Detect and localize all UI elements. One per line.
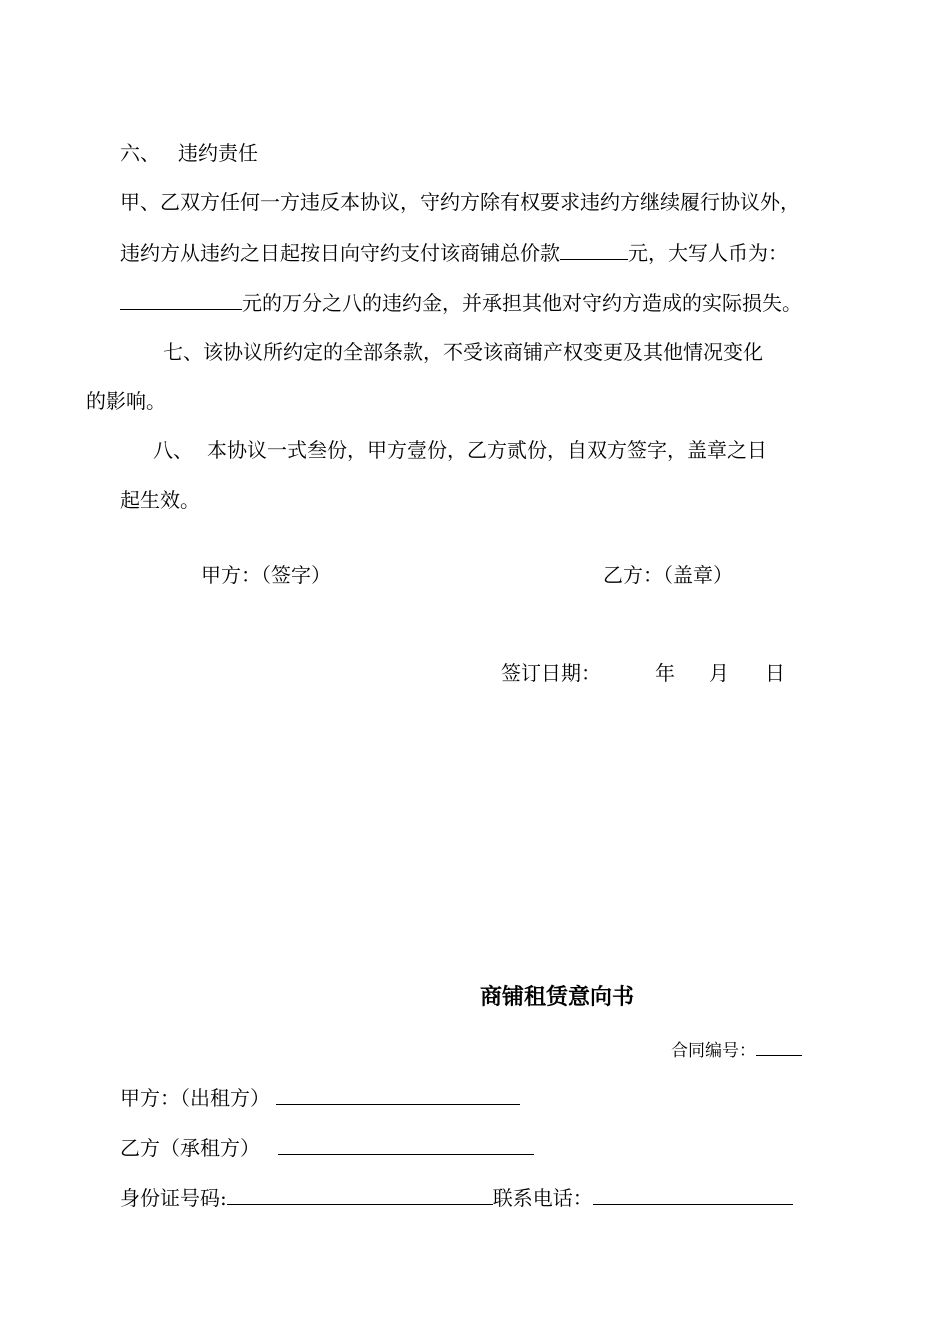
date-year: 年: [655, 661, 675, 685]
id-phone-row: [120, 1184, 793, 1211]
section8-number: 八、: [153, 438, 193, 462]
section6-line3: [120, 289, 802, 316]
id-number-label: 身份证号码:: [120, 1186, 227, 1210]
lessor-row: [120, 1084, 520, 1111]
lessee-label: 乙方（承租方）: [120, 1136, 260, 1160]
section6-line2-text-b: 元，大写人币为：: [628, 241, 788, 265]
section6-line1: 甲、乙双方任何一方违反本协议，守约方除有权要求违约方继续履行协议外，: [120, 190, 800, 214]
section7-line1: 七、该协议所约定的全部条款，不受该商铺产权变更及其他情况变化: [163, 340, 763, 364]
lessee-row: [120, 1134, 534, 1161]
date-month: 月: [709, 661, 729, 685]
phone-label: 联系电话：: [492, 1186, 593, 1210]
amount-in-words-blank[interactable]: [120, 289, 242, 310]
date-day: 日: [765, 661, 785, 685]
contract-number: [671, 1038, 802, 1064]
section8-text: 本协议一式叁份，甲方壹份，乙方贰份，自双方签字，盖章之日: [207, 438, 767, 462]
section6-line3-text: 元的万分之八的违约金，并承担其他对守约方造成的实际损失。: [242, 291, 802, 315]
contract-number-label: 合同编号：: [671, 1041, 756, 1061]
party-b-seal: 乙方：（盖章）: [603, 563, 733, 587]
total-price-blank[interactable]: [560, 239, 628, 260]
signing-date: [501, 660, 785, 686]
lessor-label: 甲方：（出租方）: [120, 1086, 270, 1110]
section6-title: 违约责任: [178, 141, 258, 165]
section6-line2: [120, 239, 788, 266]
signing-date-label: 签订日期：: [501, 661, 601, 685]
intent-letter-title: 商铺租赁意向书: [480, 985, 635, 1010]
lessee-blank[interactable]: [278, 1134, 534, 1155]
section8-line2: 起生效。: [120, 488, 200, 512]
lessor-blank[interactable]: [276, 1084, 520, 1105]
party-a-signature: 甲方：（签字）: [201, 563, 331, 587]
id-number-blank[interactable]: [227, 1184, 493, 1205]
section8-line1: [153, 437, 767, 463]
section6-number: 六、: [120, 141, 160, 165]
section7-line2: 的影响。: [86, 389, 166, 413]
section6-line2-text-a: 违约方从违约之日起按日向守约支付该商铺总价款: [120, 241, 560, 265]
section6-heading: [120, 140, 258, 166]
phone-blank[interactable]: [593, 1184, 793, 1205]
contract-number-blank[interactable]: [756, 1038, 802, 1056]
